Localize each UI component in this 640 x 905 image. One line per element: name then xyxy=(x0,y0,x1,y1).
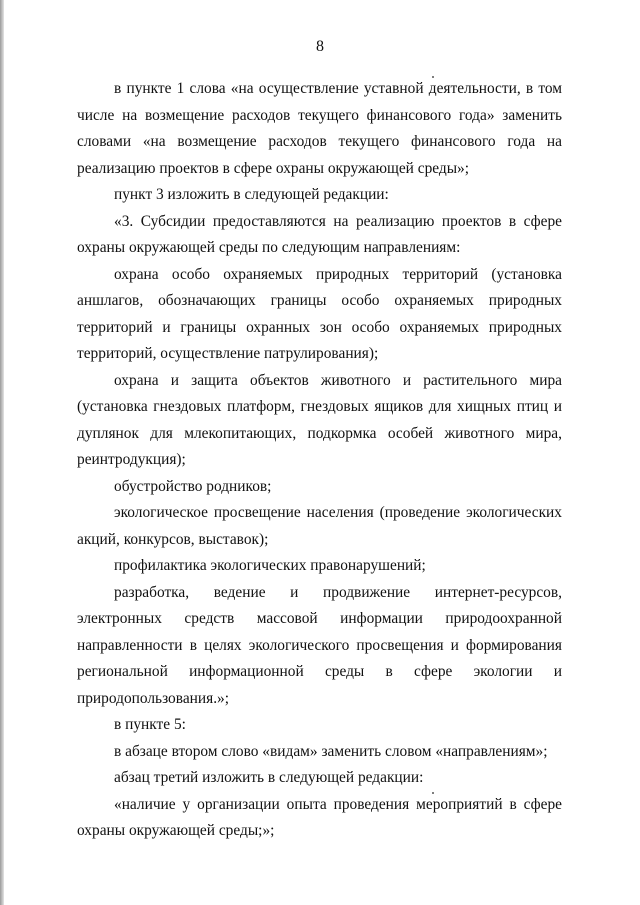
paragraph-3: «3. Субсидии предоставляются на реализацию проектов в сфере охраны окружающей среды по следующим направлениям: xyxy=(77,212,562,256)
paragraph-1: в пункте 1 слова «на осуществление уставной деятельности, в том числе на возмещение расходов текущего финансового года» заменить словами «на возмещение расходов текущего финансового года на реализацию проектов в сфере охраны окружающей среды»; xyxy=(77,80,562,177)
paragraph-12: абзац третий изложить в следующей редакции: xyxy=(114,769,424,786)
paragraph-9: разработка, ведение и продвижение интернет-ресурсов, электронных средств массовой информации природоохранной направленности в целях экологического просвещения и формирования региональной информационной среды в сфере экологии и природопользования.»; xyxy=(77,583,562,707)
paragraph-8: профилактика экологических правонарушений; xyxy=(114,557,426,574)
paragraph-7: экологическое просвещение населения (проведение экологических акций, конкурсов, выставок); xyxy=(77,504,562,548)
paragraph-2: пункт 3 изложить в следующей редакции: xyxy=(114,186,389,203)
paragraph-4: охрана особо охраняемых природных территорий (установка аншлагов, обозначающих границы особо охраняемых природных территорий и границы охранных зон особо охраняемых природных территорий, осуществление патрулирования); xyxy=(77,265,562,362)
paragraph-11: в абзаце втором слово «видам» заменить словом «направлениям»; xyxy=(114,742,548,760)
paragraph-10: в пункте 5: xyxy=(114,716,186,733)
page-number: 8 xyxy=(316,38,324,55)
scan-speck xyxy=(432,792,434,794)
paragraph-13: «наличие у организации опыта проведения мероприятий в сфере охраны окружающей среды;»; xyxy=(77,795,562,839)
paragraph-5: охрана и защита объектов животного и растительного мира (установка гнездовых платформ, гнездовых ящиков для хищных птиц и дуплянок для млекопитающих, подкормка особей животного мира, реинтродукция); xyxy=(77,371,562,468)
paragraph-6: обустройство родников; xyxy=(114,477,272,495)
document-body xyxy=(77,76,562,845)
scan-speck xyxy=(432,76,434,78)
scan-edge-shadow xyxy=(0,0,4,905)
